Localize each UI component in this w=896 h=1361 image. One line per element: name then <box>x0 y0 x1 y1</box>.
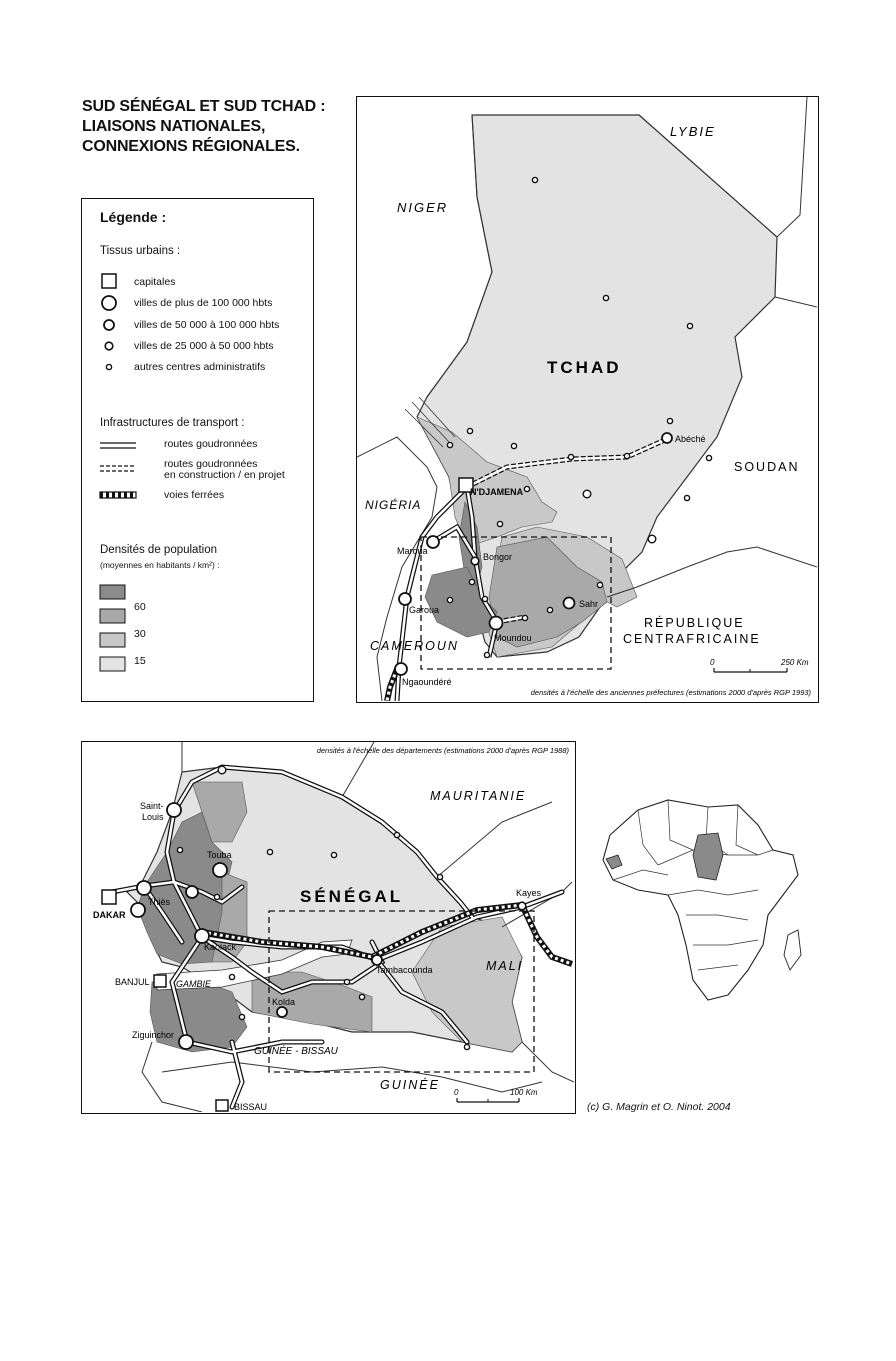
city-ziguinchor <box>179 1035 193 1049</box>
chad-scale-bar <box>714 668 787 672</box>
label-dakar: DAKAR <box>93 910 126 920</box>
legend-item-railways: voies ferrées <box>164 489 225 501</box>
label-kaolack: Kaolack <box>204 942 237 952</box>
label-soudan: SOUDAN <box>734 460 800 474</box>
density-swatch-2 <box>100 609 125 623</box>
senegal-scale-bar <box>457 1098 519 1102</box>
legend-item-paved-roads: routes goudronnées <box>164 438 258 450</box>
label-garoua: Garoua <box>409 605 440 615</box>
border-guinea <box>162 1062 542 1092</box>
border-sudan-lower <box>775 297 817 307</box>
label-gambie: GAMBIE <box>176 979 212 989</box>
label-abeche: Abéché <box>675 434 706 444</box>
railway-symbol <box>100 492 136 498</box>
label-saint-louis-2: Louis <box>142 812 164 822</box>
label-cameroun: CAMEROUN <box>370 639 459 653</box>
label-mali: MALI <box>486 959 524 973</box>
density-swatch-4 <box>100 657 125 671</box>
label-sahr: Sahr <box>579 599 599 609</box>
title-line-2: LIAISONS NATIONALES, <box>82 118 266 135</box>
city-touba <box>213 863 227 877</box>
city-kaolack <box>195 929 209 943</box>
city-kayes <box>518 902 526 910</box>
density-subheading: (moyennes en habitants / km²) : <box>100 560 220 570</box>
urban-heading: Tissus urbains : <box>100 245 181 257</box>
legend-symbols <box>82 199 315 703</box>
small-circle-symbol <box>105 342 113 350</box>
chad-map-canvas <box>357 97 817 701</box>
label-bissau: BISSAU <box>234 1102 268 1112</box>
africa-inset-map <box>598 795 810 1005</box>
title-line-1: SUD SÉNÉGAL ET SUD TCHAD : <box>82 98 326 115</box>
legend-item-roads-projected-2: en construction / en projet <box>164 469 285 481</box>
legend-item-small-cities: villes de 25 000 à 50 000 hbts <box>134 340 274 352</box>
medium-circle-symbol <box>104 320 114 330</box>
density-heading: Densités de population <box>100 544 217 556</box>
city-sahr <box>564 598 575 609</box>
transport-heading: Infrastructures de transport : <box>100 417 245 429</box>
senegal-scale-end: 100 Km <box>510 1088 538 1097</box>
capital-banjul <box>154 975 166 987</box>
label-rca-1: RÉPUBLIQUE <box>644 616 745 630</box>
city-saint-louis <box>167 803 181 817</box>
label-banjul: BANJUL <box>115 977 150 987</box>
city-maroua <box>427 536 439 548</box>
senegal-map <box>81 741 576 1114</box>
label-guinee-bissau: GUINÉE - BISSAU <box>254 1046 338 1057</box>
label-ngaoundere: Ngaoundéré <box>402 677 452 687</box>
density-label-60: 60 <box>134 601 146 613</box>
senegal-map-canvas <box>82 742 574 1112</box>
city-kolda <box>277 1007 287 1017</box>
legend-item-admin-centres: autres centres administratifs <box>134 361 266 373</box>
label-touba: Touba <box>207 850 232 860</box>
label-senegal: SÉNÉGAL <box>300 887 404 906</box>
city-rufisque <box>131 903 145 917</box>
credit-text: (c) G. Magrin et O. Ninot. 2004 <box>587 1101 731 1113</box>
chad-density-note: densités à l'échelle des anciennes préfectures (estimations 2000 d'après RGP 1993) <box>530 688 811 697</box>
double-line-symbol <box>100 443 136 448</box>
label-ndjamena: N'DJAMENA <box>470 487 524 497</box>
chad-scale-start: 0 <box>710 658 715 667</box>
label-kolda: Kolda <box>272 997 296 1007</box>
city-thies <box>137 881 151 895</box>
legend-box <box>81 198 314 702</box>
senegal-density-note: densités à l'échelle des départements (estimations 2000 d'après RGP 1988) <box>316 746 569 755</box>
city-tambacounda <box>372 955 382 965</box>
legend-item-roads-projected: routes goudronnées <box>164 458 258 470</box>
label-thies: Thiès <box>148 897 171 907</box>
senegal-scale-start: 0 <box>454 1088 459 1097</box>
label-ziguinchor: Ziguinchor <box>132 1030 175 1040</box>
density-label-30: 30 <box>134 628 146 640</box>
chad-scale-end: 250 Km <box>781 658 809 667</box>
map-title <box>82 97 352 157</box>
legend-item-capitals: capitales <box>134 276 176 288</box>
border-guinea-bissau-coast <box>142 1042 202 1112</box>
city-ngaoundere <box>395 663 407 675</box>
label-saint-louis-1: Saint- <box>140 801 164 811</box>
label-rca-2: CENTRAFRICAINE <box>623 632 761 646</box>
madagascar-outline <box>784 930 801 970</box>
label-niger: NIGER <box>397 200 449 215</box>
density-swatch-1 <box>100 585 125 599</box>
legend-item-large-cities: villes de plus de 100 000 hbts <box>134 297 273 309</box>
label-nigeria: NIGÉRIA <box>365 498 422 512</box>
city-diourbel <box>186 886 198 898</box>
capital-dakar <box>102 890 116 904</box>
city-abeche <box>662 433 672 443</box>
border-nigeria-cameroon <box>357 437 440 701</box>
density-swatch-3 <box>100 633 125 647</box>
large-circle-symbol <box>102 296 116 310</box>
label-tchad: TCHAD <box>547 358 622 377</box>
square-symbol <box>102 274 116 288</box>
legend-heading: Légende : <box>100 209 167 225</box>
label-bongor: Bongor <box>483 552 513 562</box>
city-bongor <box>471 557 479 565</box>
city-garoua <box>399 593 411 605</box>
label-tambacounda: Tambacounda <box>376 965 433 975</box>
label-kayes: Kayes <box>516 888 542 898</box>
label-guinee: GUINÉE <box>380 1078 440 1092</box>
title-line-3: CONNEXIONS RÉGIONALES. <box>82 138 300 155</box>
label-lybie: LYBIE <box>670 124 716 139</box>
label-maroua: Maroua <box>397 546 428 556</box>
capital-bissau <box>216 1100 228 1111</box>
label-mauritanie: MAURITANIE <box>430 789 527 803</box>
chad-map <box>356 96 819 703</box>
dashed-double-line-symbol <box>100 466 136 471</box>
tiny-circle-symbol <box>106 364 111 369</box>
density-label-15: 15 <box>134 655 146 667</box>
label-moundou: Moundou <box>494 633 532 643</box>
city-moundou <box>490 617 503 630</box>
legend-item-medium-cities: villes de 50 000 à 100 000 hbts <box>134 319 280 331</box>
